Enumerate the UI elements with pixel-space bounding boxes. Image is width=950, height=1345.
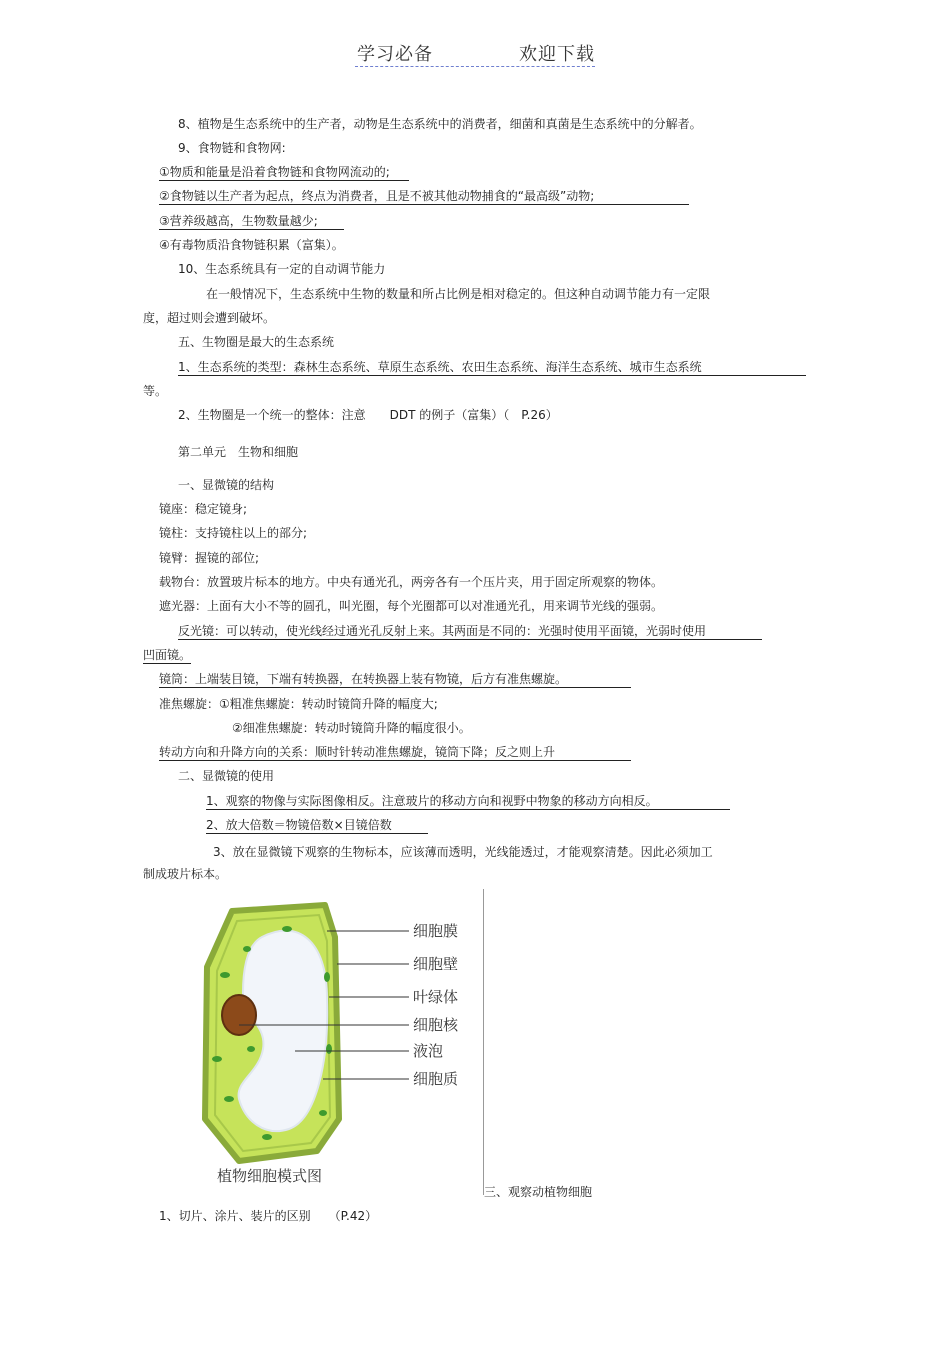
text-line: ③营养级越高，生物数量越少;: [159, 213, 344, 230]
text-line: ②细准焦螺旋：转动时镜筒升降的幅度很小。: [232, 721, 471, 735]
text-line: 8、植物是生态系统中的生产者，动物是生态系统中的消费者，细菌和真菌是生态系统中的分解者。: [178, 117, 702, 131]
text-line: 制成玻片标本。: [143, 867, 228, 881]
text-line: ④有毒物质沿食物链积累（富集）。: [159, 238, 344, 252]
text-line: 镜座：稳定镜身;: [159, 502, 248, 516]
text-line: 9、食物链和食物网:: [178, 141, 286, 155]
text-line: 准焦螺旋：①粗准焦螺旋：转动时镜筒升降的幅度大;: [159, 697, 438, 711]
text-line: 遮光器：上面有大小不等的圆孔，叫光圈，每个光圈都可以对准通光孔，用来调节光线的强弱。: [159, 599, 664, 613]
header-left: 学习必备: [357, 44, 433, 65]
text-line: 五、生物圈是最大的生态系统: [178, 335, 335, 349]
section-heading: 第二单元 生物和细胞: [178, 445, 299, 459]
section-heading: 三、观察动植物细胞: [484, 1185, 593, 1199]
text-line: 3、放在显微镜下观察的生物标本，应该薄而透明，光线能透过，才能观察清楚。因此必须加工: [213, 845, 713, 859]
text-line: 2、生物圈是一个统一的整体：注意 DDT 的例子（富集）（ P.26）: [178, 408, 558, 422]
label-vacuole: 液泡: [413, 1042, 444, 1060]
text-line: 度，超过则会遭到破坏。: [143, 311, 276, 325]
text-line: 10、生态系统具有一定的自动调节能力: [178, 262, 386, 276]
text-line: 镜柱：支持镜柱以上的部分;: [159, 526, 308, 540]
text-line: 二、显微镜的使用: [178, 769, 275, 783]
label-cytoplasm: 细胞质: [413, 1070, 459, 1088]
text-line: 凹面镜。: [143, 648, 192, 662]
text-line: 1、生态系统的类型：森林生态系统、草原生态系统、农田生态系统、海洋生态系统、城市生态系统: [178, 359, 806, 376]
figure-caption: 植物细胞模式图: [217, 1167, 323, 1185]
nucleus: [222, 995, 256, 1035]
plant-cell-svg: [177, 889, 483, 1195]
text-line: 镜臂：握镜的部位;: [159, 551, 260, 565]
page-header: [355, 40, 595, 67]
label-cell-wall: 细胞壁: [413, 955, 459, 973]
header-right: 欢迎下载: [519, 44, 595, 65]
text-line: 2、放大倍数＝物镜倍数×目镜倍数: [206, 817, 428, 834]
text-line: 在一般情况下，生态系统中生物的数量和所占比例是相对稳定的。但这种自动调节能力有一定限: [206, 287, 711, 301]
plant-cell-diagram: [177, 889, 484, 1195]
text-line: 反光镜：可以转动，使光线经过通光孔反射上来。其两面是不同的：光强时使用平面镜，光弱时使用: [178, 623, 762, 640]
text-line: 1、观察的物像与实际图像相反。注意玻片的移动方向和视野中物象的移动方向相反。: [206, 793, 730, 810]
text-line: ①物质和能量是沿着食物链和食物网流动的;: [159, 164, 409, 181]
text-line: 1、切片、涂片、装片的区别 （P.42）: [159, 1209, 378, 1223]
label-cell-membrane: 细胞膜: [413, 922, 459, 940]
label-nucleus: 细胞核: [413, 1016, 459, 1034]
text-line: ②食物链以生产者为起点，终点为消费者，且是不被其他动物捕食的“最高级”动物;: [159, 188, 689, 205]
text-line: 载物台：放置玻片标本的地方。中央有通光孔，两旁各有一个压片夹，用于固定所观察的物体。: [159, 575, 664, 589]
text-line: 镜筒：上端装目镜，下端有转换器，在转换器上装有物镜，后方有准焦螺旋。: [159, 671, 631, 688]
label-chloroplast: 叶绿体: [413, 988, 459, 1006]
text-line: 一、显微镜的结构: [178, 478, 275, 492]
text-line: 等。: [143, 384, 168, 398]
text-line: 转动方向和升降方向的关系：顺时针转动准焦螺旋，镜筒下降；反之则上升: [159, 744, 631, 761]
